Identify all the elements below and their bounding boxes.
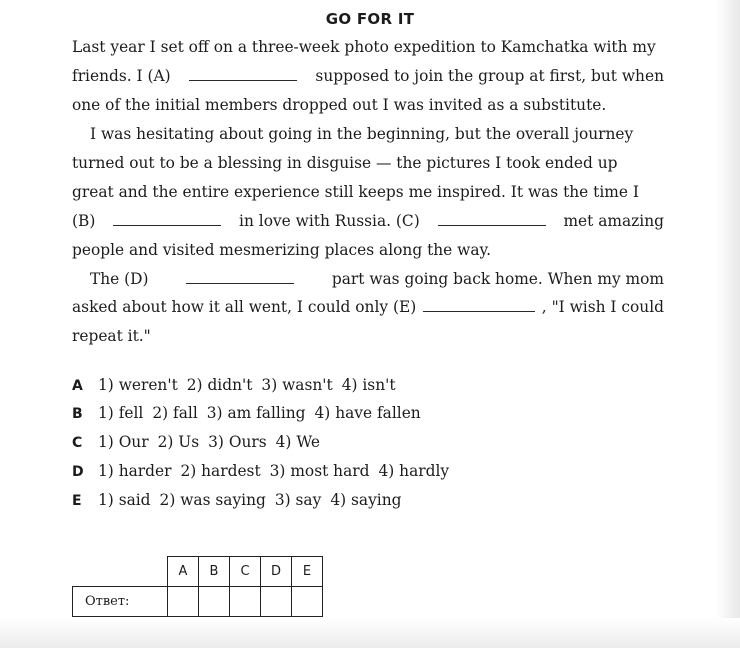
text-line [72,67,664,85]
gap-blank-a [189,68,297,81]
text-segment: part was going back home. When my mom [331,270,664,288]
scan-shadow-right [716,0,740,648]
answer-cell-c[interactable] [230,587,261,617]
option-row-a [72,376,405,395]
text-line [72,241,491,259]
text-line [90,125,664,143]
answer-cell-b[interactable] [199,587,230,617]
answer-header-cell: B [199,557,230,587]
text-segment: people and visited mesmerizing places along the way. [72,241,492,259]
option-row-d [72,462,458,481]
text-line [72,298,664,316]
gap-blank-d [186,271,294,284]
option-letter: E [72,493,82,509]
option-item[interactable]: 3) wasn't [261,376,333,394]
text-segment: Last year I set off on a three-week photo expedition to Kamchatka with my [72,38,656,56]
text-segment: met amazing [563,212,664,230]
option-row-c [72,433,329,452]
answer-label: Ответ: [73,587,168,617]
answer-header-row [73,557,323,587]
answer-table [72,556,323,617]
answer-header-cell: A [168,557,199,587]
text-segment: , "I wish I could [541,298,664,316]
text-line [90,270,664,288]
option-item[interactable]: 1) weren't [98,376,178,394]
option-item[interactable]: 3) most hard [269,462,370,480]
page-title: GO FOR IT [325,10,415,28]
option-item[interactable]: 2) fall [152,404,198,422]
option-item[interactable]: 1) harder [98,462,172,480]
gap-blank-e [423,299,535,312]
option-letter: B [72,406,83,422]
option-item[interactable]: 1) Our [98,433,149,451]
text-segment: friends. I (A) [72,67,171,85]
text-line [72,212,664,230]
answer-header-cell: E [292,557,323,587]
text-line [72,183,664,201]
text-segment: asked about how it all went, I could only (E) [72,298,417,316]
option-letter: D [72,464,84,480]
option-item[interactable]: 4) saying [330,491,402,509]
option-item[interactable]: 3) say [274,491,322,509]
text-line [72,154,664,172]
answer-cell-e[interactable] [292,587,323,617]
text-line [72,38,664,56]
option-item[interactable]: 3) am falling [206,404,306,422]
option-item[interactable]: 4) isn't [341,376,396,394]
text-line [72,327,151,345]
option-item[interactable]: 2) hardest [180,462,261,480]
option-item[interactable]: 2) Us [157,433,200,451]
option-row-e [72,491,410,510]
scan-shadow-bottom [0,618,740,648]
option-item[interactable]: 3) Ours [208,433,267,451]
option-row-b [72,404,430,423]
option-item[interactable]: 2) didn't [186,376,253,394]
answer-cell-d[interactable] [261,587,292,617]
answer-input-row [73,587,323,617]
option-item[interactable]: 4) have fallen [314,404,421,422]
text-segment: turned out to be a blessing in disguise — the pictures I took ended up [72,154,618,172]
gap-blank-b [113,213,221,226]
text-segment: I was hesitating about going in the beginning, but the overall journey [90,125,634,143]
option-item[interactable]: 1) fell [98,404,144,422]
text-segment: (B) [72,212,96,230]
option-item[interactable]: 2) was saying [159,491,266,509]
answer-header-cell: C [230,557,261,587]
text-line [72,96,606,114]
table-corner [73,557,168,587]
text-segment: great and the entire experience still keeps me inspired. It was the time I [72,183,639,201]
text-segment: The (D) [90,270,149,288]
option-item[interactable]: 4) We [275,433,320,451]
text-segment: one of the initial members dropped out I was invited as a substitute. [72,96,607,114]
text-segment: supposed to join the group at first, but when [315,67,664,85]
option-letter: A [72,378,83,394]
option-letter: C [72,435,83,451]
text-segment: repeat it." [72,327,151,345]
option-item[interactable]: 1) said [98,491,151,509]
answer-header-cell: D [261,557,292,587]
gap-blank-c [438,213,546,226]
text-segment: in love with Russia. (C) [239,212,420,230]
answer-cell-a[interactable] [168,587,199,617]
option-item[interactable]: 4) hardly [378,462,450,480]
